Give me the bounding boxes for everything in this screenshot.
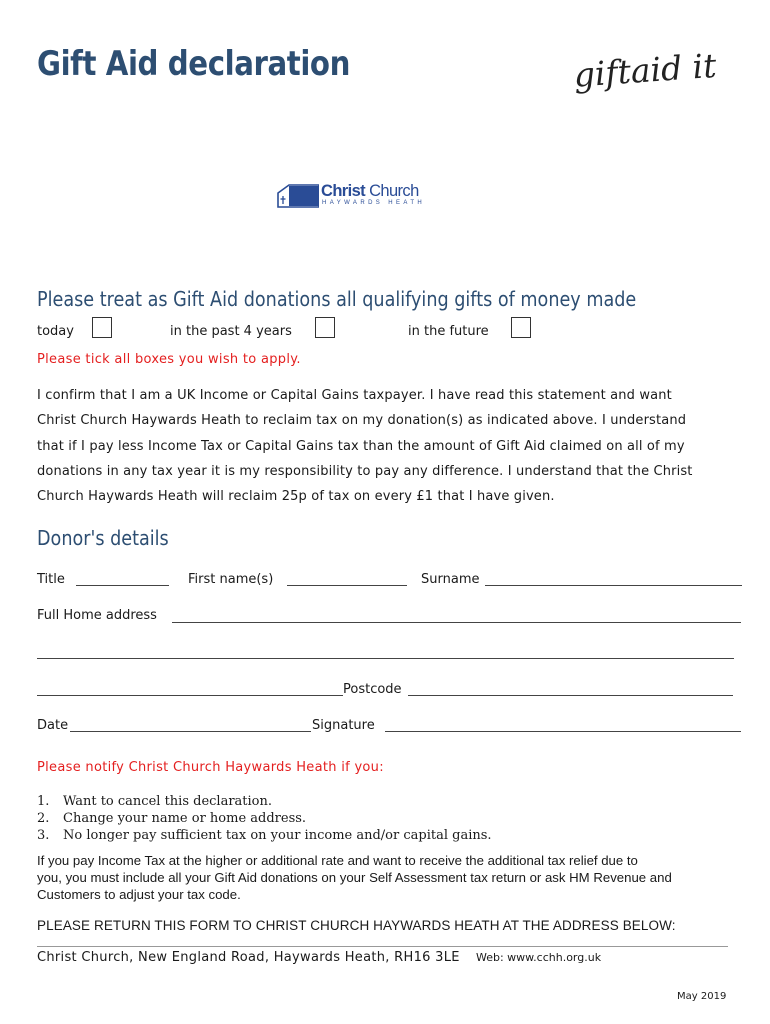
postcode-field[interactable] bbox=[408, 695, 733, 696]
divider bbox=[37, 946, 728, 947]
list-item: 1. Want to cancel this declaration. bbox=[37, 794, 273, 809]
option-future-label: in the future bbox=[408, 324, 489, 339]
confirm-line: Church Haywards Heath will reclaim 25p of tax on every £1 that I have given. bbox=[37, 489, 555, 505]
notify-list bbox=[37, 793, 492, 844]
christ-church-logo bbox=[273, 181, 435, 211]
tick-instruction: Please tick all boxes you wish to apply. bbox=[37, 352, 301, 367]
confirm-line: I confirm that I am a UK Income or Capital Gains taxpayer. I have read this statement and want bbox=[37, 388, 672, 403]
note-line: If you pay Income Tax at the higher or additional rate and want to receive the additional tax relief due to bbox=[37, 853, 638, 868]
page-title: Gift Aid declaration bbox=[37, 44, 350, 84]
first-name-label: First name(s) bbox=[188, 572, 274, 587]
confirm-line: donations in any tax year it is my responsibility to pay any difference. I understand that the Christ bbox=[37, 463, 693, 479]
first-name-field[interactable] bbox=[287, 585, 407, 586]
confirmation-statement bbox=[37, 383, 737, 509]
higher-rate-note bbox=[37, 852, 747, 903]
address-line-2-field[interactable] bbox=[37, 658, 734, 659]
today-checkbox[interactable] bbox=[92, 317, 112, 338]
address-label: Full Home address bbox=[37, 608, 157, 623]
title-label: Title bbox=[37, 572, 65, 587]
return-instruction: PLEASE RETURN THIS FORM TO CHRIST CHURCH HAYWARDS HEATH AT THE ADDRESS BELOW: bbox=[37, 918, 676, 933]
confirm-line: that if I pay less Income Tax or Capital Gains tax than the amount of Gift Aid claimed on all of my bbox=[37, 438, 685, 454]
option-past-label: in the past 4 years bbox=[170, 324, 292, 339]
option-today-label: today bbox=[37, 324, 74, 339]
list-item: 2. Change your name or home address. bbox=[37, 811, 307, 826]
postcode-label: Postcode bbox=[343, 682, 402, 697]
surname-field[interactable] bbox=[485, 585, 742, 586]
past-4-years-checkbox[interactable] bbox=[315, 317, 335, 338]
church-name: Christ Church bbox=[321, 182, 419, 200]
signature-label: Signature bbox=[312, 718, 375, 733]
church-building-icon bbox=[273, 181, 319, 211]
title-field[interactable] bbox=[76, 585, 169, 586]
surname-label: Surname bbox=[421, 572, 480, 587]
date-label: Date bbox=[37, 718, 69, 733]
website-link[interactable]: Web: www.cchh.org.uk bbox=[476, 951, 602, 964]
footer-date: May 2019 bbox=[677, 991, 727, 1002]
church-place: HAYWARDS HEATH bbox=[322, 200, 426, 206]
list-item: 3. No longer pay sufficient tax on your income and/or capital gains. bbox=[37, 828, 492, 843]
signature-field[interactable] bbox=[385, 731, 741, 732]
treat-heading: Please treat as Gift Aid donations all qualifying gifts of money made bbox=[37, 287, 637, 311]
address-line-3-field[interactable] bbox=[37, 695, 343, 696]
future-checkbox[interactable] bbox=[511, 317, 531, 338]
church-address: Christ Church, New England Road, Haywards Heath, RH16 3LE bbox=[37, 950, 460, 965]
giftaid-it-logo bbox=[572, 46, 722, 98]
confirm-line: Christ Church Haywards Heath to reclaim tax on my donation(s) as indicated above. I understand bbox=[37, 413, 687, 429]
donor-details-heading: Donor's details bbox=[37, 526, 169, 550]
svg-text:giftaid it: giftaid it bbox=[572, 46, 718, 95]
note-line: you, you must include all your Gift Aid donations on your Self Assessment tax return or ask HM Revenue and bbox=[37, 870, 672, 885]
date-field[interactable] bbox=[70, 731, 311, 732]
note-line: Customers to adjust your tax code. bbox=[37, 887, 241, 902]
notify-heading: Please notify Christ Church Haywards Heath if you: bbox=[37, 760, 384, 775]
address-field[interactable] bbox=[172, 622, 741, 623]
